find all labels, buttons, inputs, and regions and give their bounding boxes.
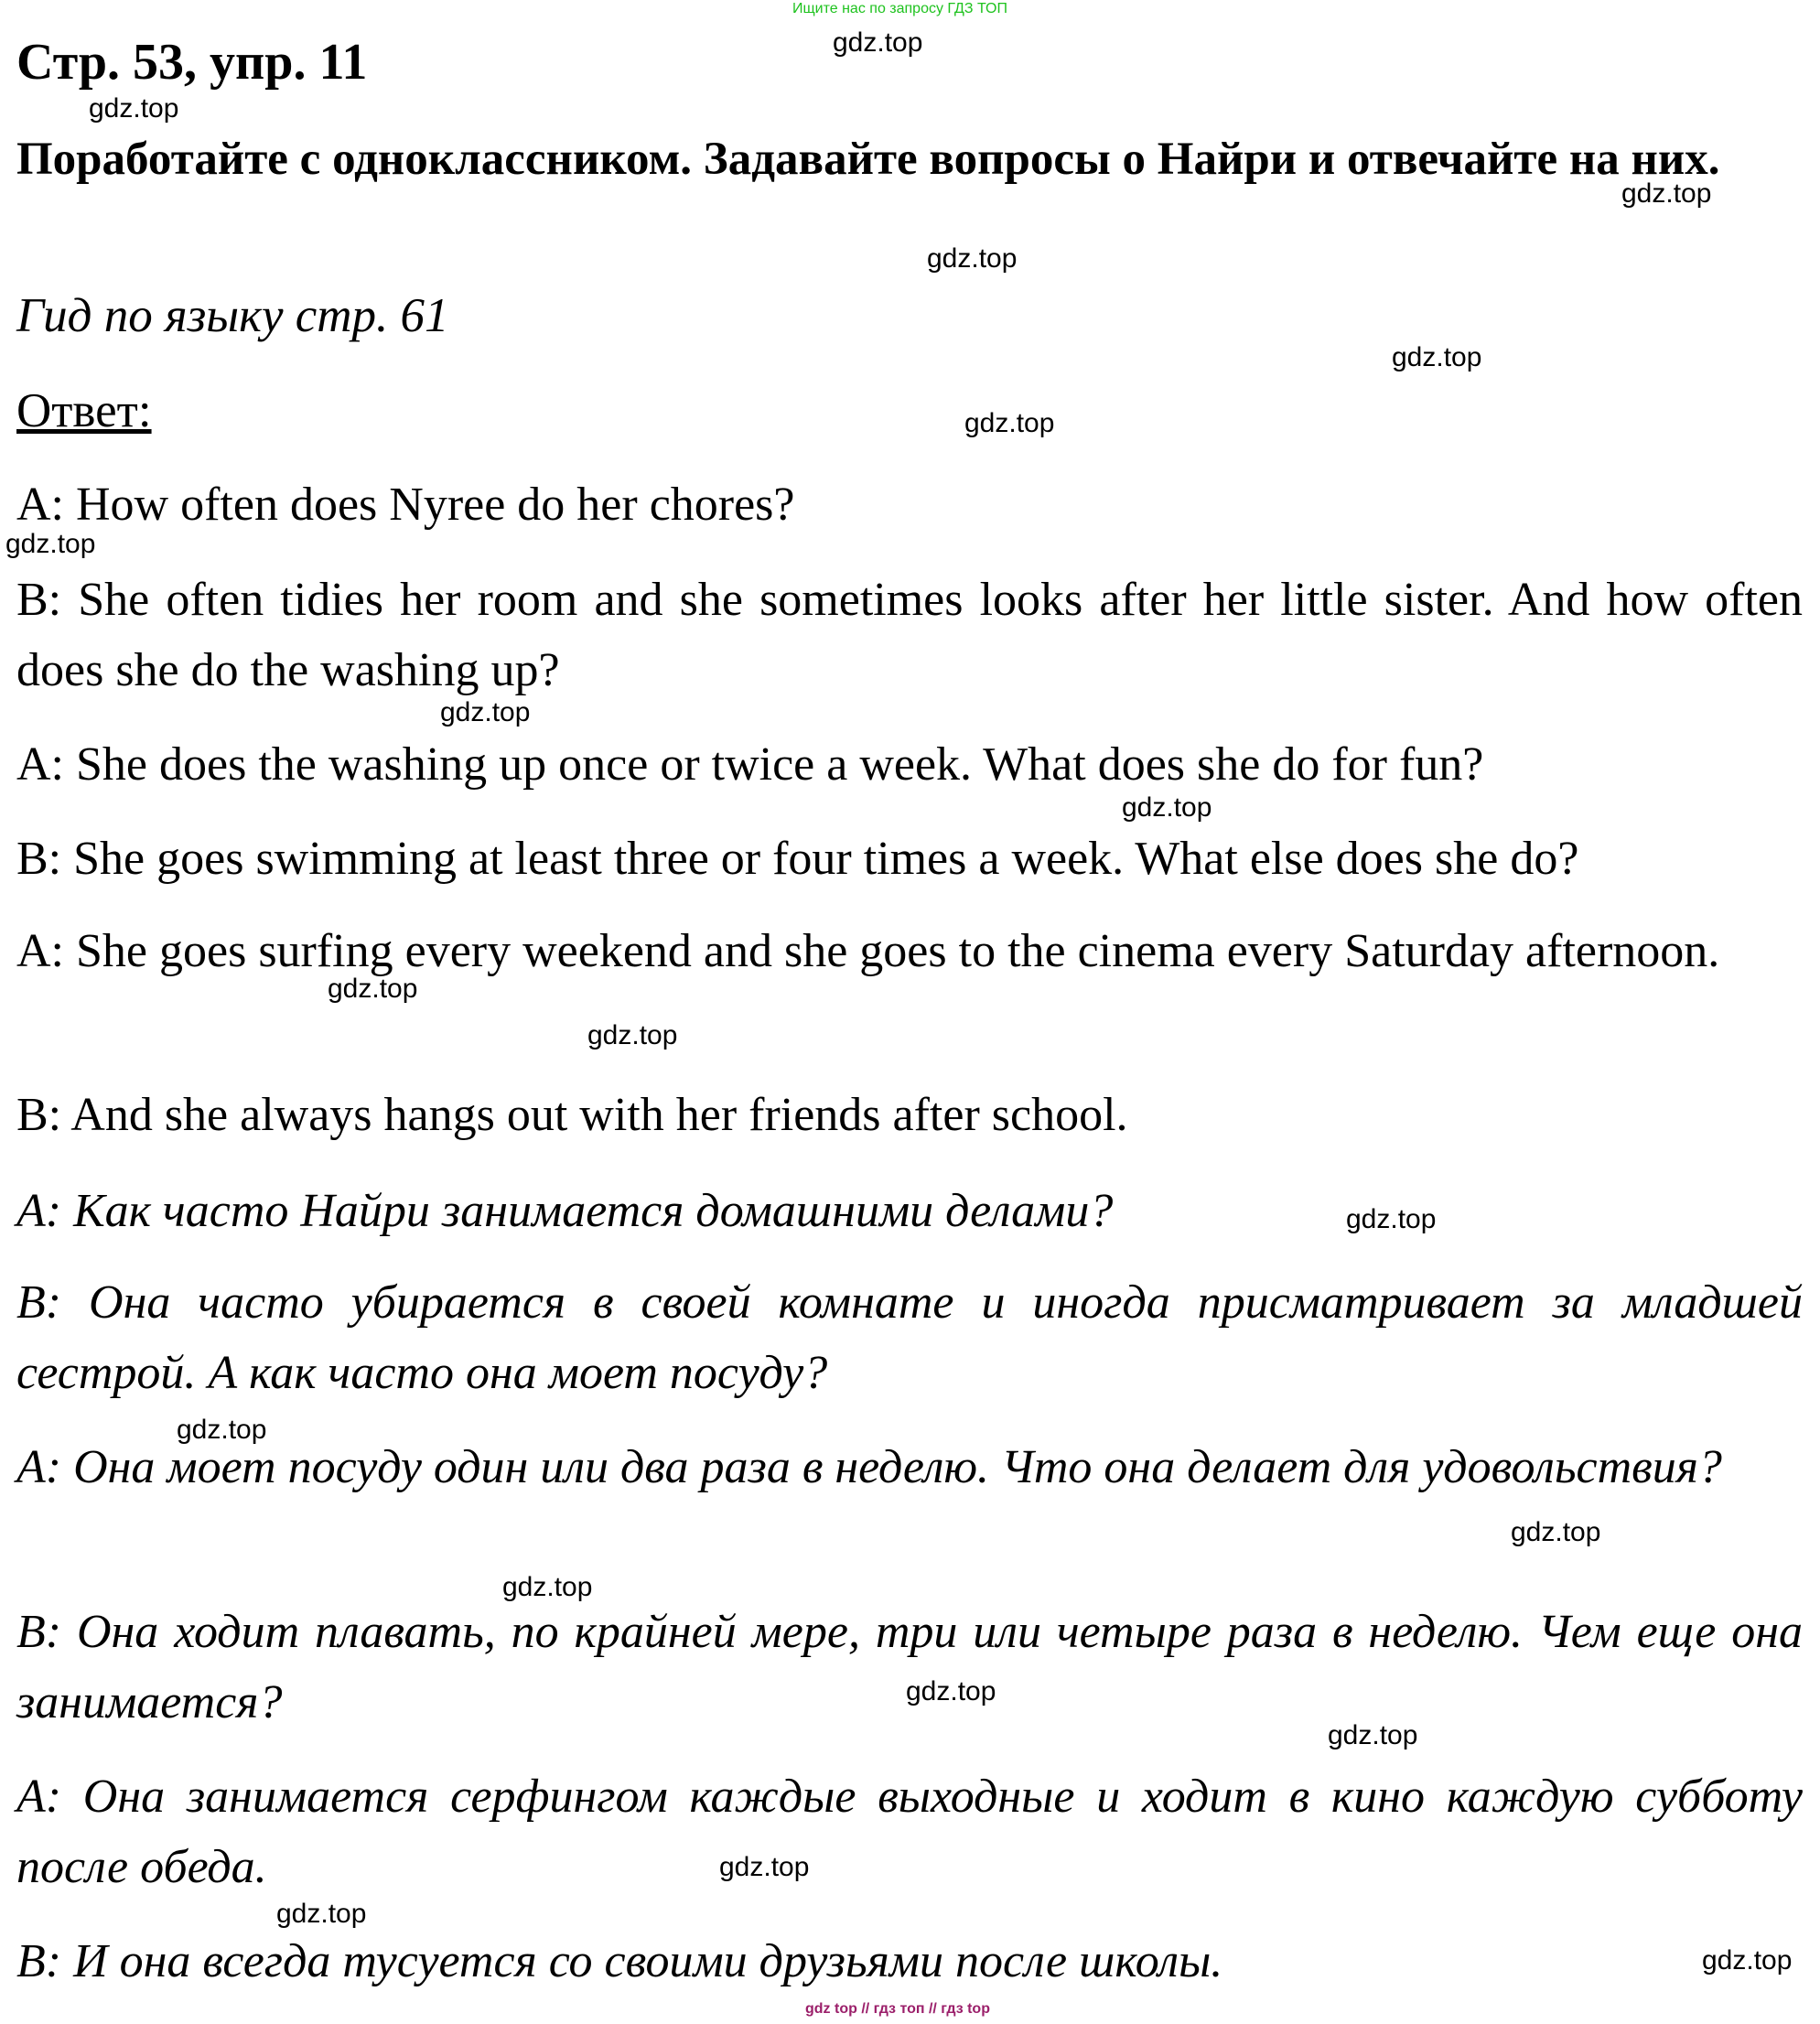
answer-label: Ответ: (16, 384, 152, 437)
watermark: gdz.top (1328, 1720, 1418, 1750)
watermark: gdz.top (1346, 1204, 1437, 1234)
watermark: gdz.top (1511, 1517, 1601, 1547)
watermark: gdz.top (833, 27, 923, 58)
watermark: gdz.top (587, 1020, 678, 1050)
watermark: gdz.top (502, 1572, 593, 1602)
watermark: gdz.top (1122, 792, 1212, 823)
watermark: gdz.top (177, 1415, 267, 1445)
watermark: gdz.top (276, 1899, 367, 1929)
dialogue-line-ru-1: A: Как часто Найри занимается домашними делами? (16, 1185, 1114, 1237)
dialogue-line-en-2: B: She often tidies her room and she sometimes looks after her little sister. And how often does she do the washing up? (16, 574, 1803, 696)
watermark: gdz.top (906, 1676, 996, 1706)
watermark: gdz.top (1621, 178, 1712, 209)
watermark: gdz.top (964, 408, 1055, 438)
dialogue-line-en-5: A: She goes surfing every weekend and she goes to the cinema every Saturday afternoon. (16, 925, 1720, 977)
watermark: gdz.top (1392, 342, 1482, 372)
dialogue-line-en-4: B: She goes swimming at least three or four times a week. What else does she do? (16, 833, 1579, 885)
dialogue-line-en-6: B: And she always hangs out with her friends after school. (16, 1089, 1128, 1141)
dialogue-line-ru-5: A: Она занимается серфингом каждые выходные и ходит в кино каждую субботу после обеда. (16, 1771, 1803, 1893)
page-title: Стр. 53, упр. 11 (16, 34, 368, 91)
dialogue-line-ru-6: B: И она всегда тусуется со своими друзьями после школы. (16, 1935, 1223, 1987)
footer-watermark: gdz top // гдз топ // гдз top (805, 2001, 990, 2017)
dialogue-line-ru-2: B: Она часто убирается в своей комнате и иногда присматривает за младшей сестрой. А как часто она моет посуду? (16, 1276, 1803, 1399)
language-guide-reference: Гид по языку стр. 61 (16, 289, 449, 342)
dialogue-line-en-1: A: How often does Nyree do her chores? (16, 479, 795, 531)
search-banner: Ищите нас по запросу ГДЗ ТОП (792, 1, 1007, 16)
dialogue-line-en-3: A: She does the washing up once or twice a week. What does she do for fun? (16, 738, 1484, 791)
watermark: gdz.top (719, 1852, 810, 1882)
dialogue-line-ru-4: B: Она ходит плавать, по крайней мере, три или четыре раза в неделю. Чем еще она занимается? (16, 1606, 1803, 1728)
watermark: gdz.top (927, 243, 1018, 274)
watermark: gdz.top (1702, 1945, 1793, 1976)
dialogue-line-ru-3: A: Она моет посуду один или два раза в неделю. Что она делает для удовольствия? (16, 1441, 1722, 1493)
watermark: gdz.top (5, 529, 96, 559)
watermark: gdz.top (89, 93, 179, 124)
exercise-instruction: Поработайте с одноклассником. Задавайте вопросы о Найри и отвечайте на них. (16, 134, 1720, 185)
watermark: gdz.top (440, 697, 531, 727)
watermark: gdz.top (328, 974, 418, 1004)
